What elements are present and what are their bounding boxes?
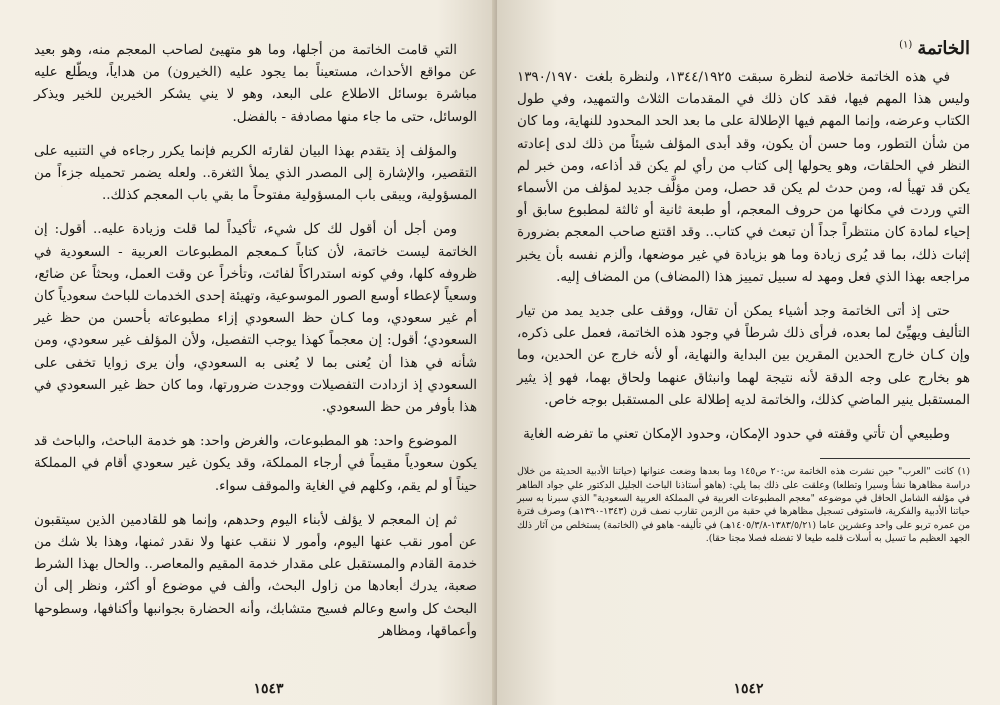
chapter-heading [517, 38, 970, 59]
bleed-through: · [60, 180, 64, 193]
footnote-divider [820, 458, 970, 459]
page-number: ١٥٤٣ [253, 681, 284, 697]
page-title: الخاتمة [917, 38, 970, 59]
footnote-marker: (١) [899, 39, 913, 51]
footnote: (١) كانت "العرب" حين نشرت هذه الخاتمة س:٢٠ ص١٤٥ وما بعدها وضعت عنوانها (حياتنا الأدبية الحديثة من خلال دراسة مظاهرها نشأ وسيرا وتطلعا) وعلقت على ذلك بما يلي: (هاهو أستاذنا الباحث الجليل الدكتور علي جواد الطاهر في مؤلفه الشامل الحافل في موضوعه "معجم المطبوعات العربية في المملكة العربية السعودية" الذي سبرنا به سبر حياتنا الأدبية والفكرية، فاستوفى تسجيل مظاهرها في حقبة من الزمن تقارب نصف قرن (١٣٤٣-١٣٩٠هـ) وصرف فترة من عمره تربو على واحد وعشرين عاما (١٣٨٣/٥/٢١-١٤٠٥/٣/٨هـ) في تأليفه- هاهو في (الخاتمة) يستخلص من آثار ذلك الجهد العظيم ما تسيل به أسلات قلمه طيعا لا تفضله فصلا مجنا حقا). [517, 466, 970, 545]
right-page-body [517, 67, 970, 446]
paragraph: الموضوع واحد: هو المطبوعات، والغرض واحد: هو خدمة الباحث، والباحث قد يكون سعودياً مقيماً في أرجاء المملكة، وقد يكون غير سعودي أقام في المملكة حيناً أو لم يقم، وكلهم في الغاية والموقف سواء. [34, 434, 477, 494]
right-page [497, 0, 1000, 705]
paragraph: ومن أجل أن أقول لك كل شيء، تأكيداً لما قلت وزيادة عليه.. أقول: إن الخاتمة ليست خاتمة، لأن كتاباً كـمعجم المطبوعات العربية - السعودية في ظروفه كلها، وفي كونه استدراكاً لفائت، وتأخراً عن وقت العمل، وبحثاً عن ضائع، وسعياً لإعطاء أوسع الصور الموسوعية، وتهيئة إحدى الخدمات للباحث سعودياً كان أم غير سعودي، وما كـان حظ السعودي إزاء مطبوعاته بأحسن من حظ غير السعودي؛ أقول: إن معجماً كهذا يوجب التفصيل، ولأن المؤلف غير سعودي، ومن شأنه في هذا أن يُعنى بما لا يُعنى به السعودي، وأن يرى زوايا تخفى على السعودي إذ ازدادت التفصيلات ووجدت ضرورتها، وما كان حظ غير السعودي في هذا بأوفر من حظ السعودي. [34, 222, 477, 416]
paragraph: في هذه الخاتمة خلاصة لنظرة سبقت ١٣٤٤/١٩٢٥، ولنظرة بلغت ١٣٩٠/١٩٧٠ وليس هذا المهم فيها، فقد كان ذلك في المقدمات الثلاث والتمهيد، وفي طول الكتاب وعرضه، وإنما المهم فيها الإطلالة على ما بعد الحد المحدود للنهاية، وما كان من شأن التطور، وما حسن أن يكون، وقد أبدى المؤلف شيئاً من ذلك لدى إعادته النظر في الحلقات، وهو يحولها إلى كتاب من رأي لم يكن قد أذاعه، ومن خبر لم يكن قد تهيأ له، ومن حدث لم يكن قد حصل، ومن مؤلَّف جديد لمؤلف من الأسماء التي وردت في مكانها من حروف المعجم، أو طبعة ثانية أو ثالثة لمطبوع سابق أو إحياء لمادة كان منتظراً جداً أن تبعث في كتاب.. وقد اقتنع صاحب المعجم بضرورة إثبات ذلك، بما قد يُرى زيادة وما هو بزيادة في غير موضعها، وألزم نفسه بأن يخبر مراجعه بهذا الذي فعل ومهد له سبيل تمييز هذا (المضاف) من المضاف إليه. [517, 70, 970, 285]
paragraph: وطبيعي أن تأتي وقفته في حدود الإمكان، وحدود الإمكان تعني ما تفرضه الغاية [523, 427, 950, 443]
paragraph: حتى إذ أتى الخاتمة وجد أشياء يمكن أن تقال، ووقف على جديد يمد من تيار التأليف ويهيِّئ لما بعده، فرأى ذلك شرطاً في وجود هذه الخاتمة، فعمل على ذكره، وإن كـان خارج الحدين المقرين بين البداية والنهاية، أو لأنه خارج عن الحدين، وما هو بخارج على وجه الدقة لأنه نتيجة لهما وانبثاق عنهما ولحاق بهما، فهو إذ يثير المستقبل ينير الماضي كذلك، والخاتمة لديه إطلالة على المستقبل بوجه خاص. [517, 304, 970, 408]
page-number: ١٥٤٢ [733, 681, 764, 697]
paragraph: التي قامت الخاتمة من أجلها، وما هو متهيئ لصاحب المعجم منه، وهو بعيد عن مواقع الأحداث، مستعيناً بما يجود عليه (الخيرون) من هداياً، ويطّلع عليه مباشرة بوسائل الاطلاع على البعد، وهو لا يني يشكر الخيرين للخير ويذكر الوسائل، حتى ما جاء منها مصادفة - بالفضل. [34, 43, 477, 125]
left-page-body [34, 40, 477, 643]
left-page [0, 0, 497, 705]
paragraph: والمؤلف إذ يتقدم بهذا البيان لقارئه الكريم فإنما يكرر رجاءه في التنبيه على التقصير، والإشارة إلى المصدر الذي يملأ الثغرة.. ولعله يضمر تحميله جزءاً من المسؤولية، ويبقى باب المسؤولية مفتوحاً ما بقي باب المعجم كذلك.. [34, 143, 477, 204]
paragraph: ثم إن المعجم لا يؤلف لأبناء اليوم وحدهم، وإنما هو للقادمين الذين سيتقبون عن أمور نقب عنها اليوم، وأمور لا ننقب عنها ولا نقدر ثمنها، وهذا بلا شك من خدمة القادم والمستقبل على مقدار خدمة المقيم والمعاصر.. والحال بهذا الشرط صعبة، يدرك أبعادها من زاول البحث، وألف في موضوع أو أكثر، ونظر إلى أن البحث كل واسع وعالم فسيح متشابك، وأنه الحضارة بجوانبها وأكنافها، وسطوحها وأعماقها، ومظاهر [34, 512, 477, 639]
